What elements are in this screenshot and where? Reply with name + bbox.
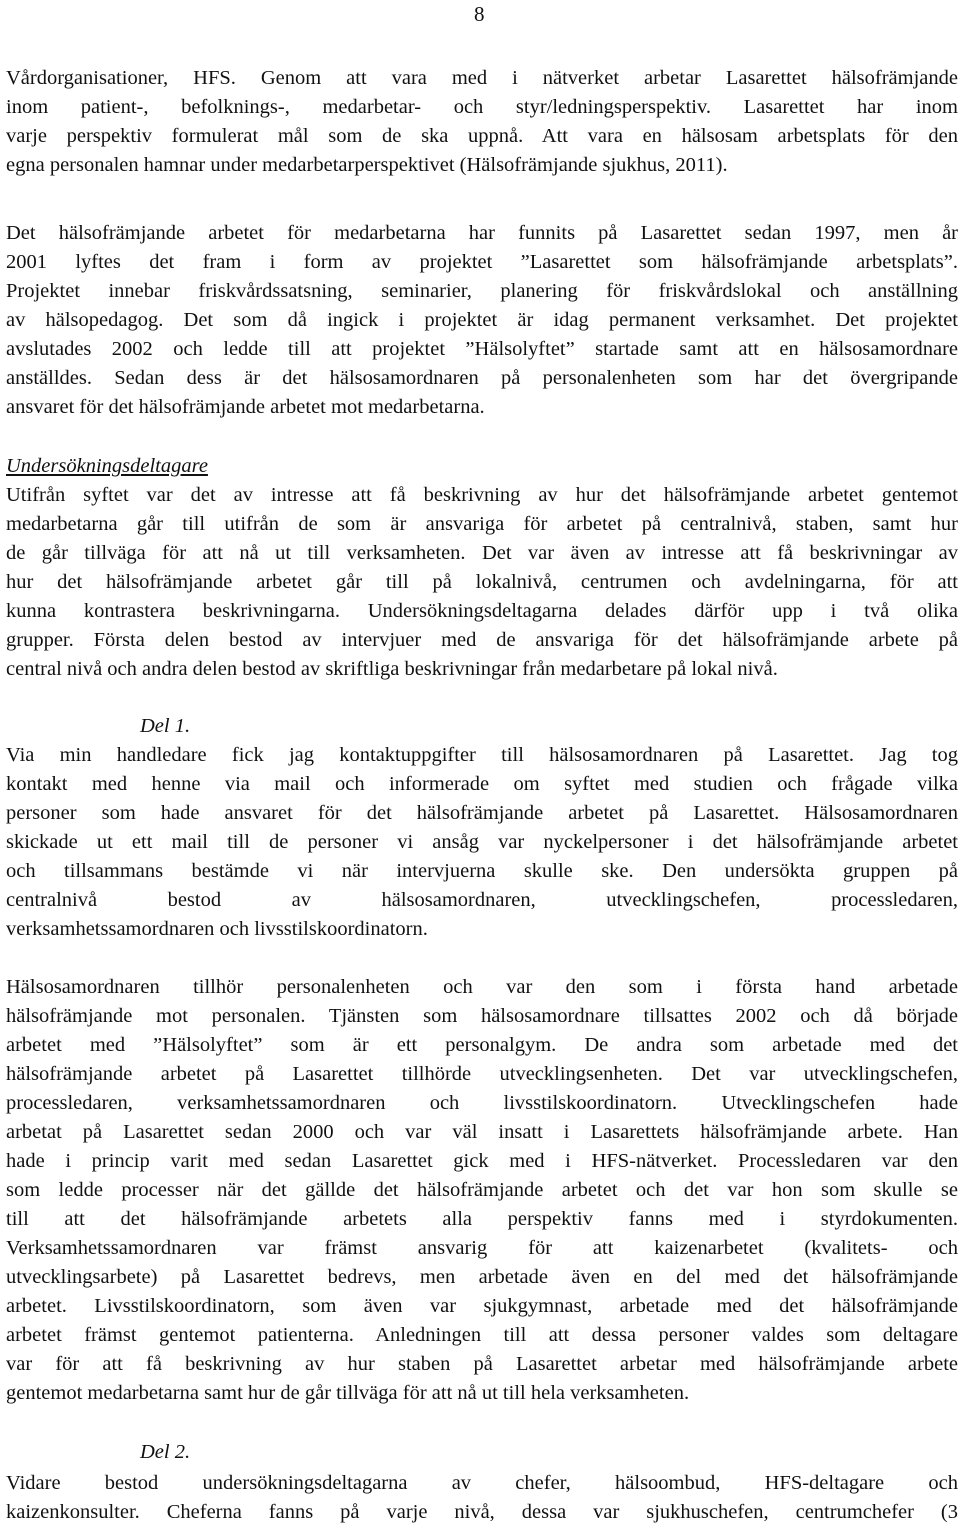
text-line: Projektet innebar friskvårdssatsning, seminarier, planering för friskvårdslokal och anställning: [6, 280, 958, 302]
text-line: Verksamhetssamordnaren var främst ansvarig för att kaizenarbetet (kvalitets- och: [6, 1237, 958, 1259]
text-line: Vidare bestod undersökningsdeltagarna av chefer, hälsoombud, HFS-deltagare och: [6, 1472, 958, 1494]
text-line: kunna kontrastera beskrivningarna. Undersökningsdeltagarna delades därför upp i två olika: [6, 600, 958, 622]
text-line: skickade ut ett mail till de personer vi ansåg var nyckelpersoner i det hälsofrämjande arbetet: [6, 831, 958, 853]
text-line: kaizenkonsulter. Cheferna fanns på varje nivå, dessa var sjukhuschefen, centrumchefer (3: [6, 1501, 958, 1523]
text-line: hur det hälsofrämjande arbetet går till på lokalnivå, centrumen och avdelningarna, för att: [6, 571, 958, 593]
text-line: av hälsopedagog. Det som då ingick i projektet är idag permanent verksamhet. Det projektet: [6, 309, 958, 331]
text-line: Hälsosamordnaren tillhör personalenheten och var den som i första hand arbetade: [6, 976, 958, 998]
paragraph-participants: [6, 481, 958, 684]
text-line: arbetat på Lasarettet sedan 2000 och var väl insatt i Lasarettets hälsofrämjande arbete. Han: [6, 1121, 958, 1143]
text-line: Vårdorganisationer, HFS. Genom att vara med i nätverket arbetar Lasarettet hälsofrämjande: [6, 67, 958, 89]
text-line: arbetet främst gentemot patienterna. Anledningen till att dessa personer valdes som deltagare: [6, 1324, 958, 1346]
text-line: kontakt med henne via mail och informerade om syftet med studien och frågade vilka: [6, 773, 958, 795]
text-line: 2001 lyftes det fram i form av projektet ”Lasarettet som hälsofrämjande arbetsplats”.: [6, 251, 958, 273]
section-heading: Undersökningsdeltagare: [6, 455, 208, 477]
subsection-heading: Del 2.: [140, 1441, 191, 1463]
text-line: varje perspektiv formulerat mål som de ska uppnå. Att vara en hälsosam arbetsplats för den: [6, 125, 958, 147]
paragraph-intro: [6, 64, 958, 180]
text-line: till att det hälsofrämjande arbetets alla perspektiv fanns med i styrdokumenten.: [6, 1208, 958, 1230]
text-line: arbetet. Livsstilskoordinatorn, som även var sjukgymnast, arbetade med det hälsofrämjande: [6, 1295, 958, 1317]
text-line: anställdes. Sedan dess är det hälsosamordnaren på personalenheten som har det övergripande: [6, 367, 958, 389]
text-line: utvecklingsarbete) på Lasarettet bedrevs, men arbetade även en del med det hälsofrämjande: [6, 1266, 958, 1288]
text-line: var för att få beskrivning av hur staben på Lasarettet arbetar med hälsofrämjande arbete: [6, 1353, 958, 1375]
text-line: central nivå och andra delen bestod av skriftliga beskrivningar från medarbetare på lokal nivå.: [6, 658, 778, 680]
text-line: Utifrån syftet var det av intresse att få beskrivning av hur det hälsofrämjande arbetet gentemot: [6, 484, 958, 506]
text-line: personer som hade ansvaret för det hälsofrämjande arbetet på Lasarettet. Hälsosamordnaren: [6, 802, 958, 824]
page-number: 8: [474, 2, 485, 26]
paragraph-roles: [6, 973, 958, 1408]
text-line: inom patient-, befolknings-, medarbetar- och styr/ledningsperspektiv. Lasarettet har inom: [6, 96, 958, 118]
text-line: avslutades 2002 och ledde till att projektet ”Hälsolyftet” startade samt att en hälsosamordnare: [6, 338, 958, 360]
text-line: som ledde processer när det gällde det hälsofrämjande arbetet och det var hon som skulle se: [6, 1179, 958, 1201]
text-line: arbetet med ”Hälsolyftet” som är ett personalgym. De andra som arbetade med det: [6, 1034, 958, 1056]
text-line: egna personalen hamnar under medarbetarperspektivet (Hälsofrämjande sjukhus, 2011).: [6, 154, 728, 176]
text-line: hälsofrämjande arbetet på Lasarettet tillhörde utvecklingsenheten. Det var utvecklingschefen,: [6, 1063, 958, 1085]
text-line: medarbetarna går till utifrån de som är ansvariga för arbetet på centralnivå, staben, samt hur: [6, 513, 958, 535]
text-line: Via min handledare fick jag kontaktuppgifter till hälsosamordnaren på Lasarettet. Jag tog: [6, 744, 958, 766]
paragraph-part-1: [6, 741, 958, 944]
text-line: hade i princip varit med sedan Lasarettet gick med i HFS-nätverket. Processledaren var den: [6, 1150, 958, 1172]
text-line: de går tillväga för att nå ut till verksamheten. Det var även av intresse att få beskrivningar av: [6, 542, 958, 564]
text-line: Det hälsofrämjande arbetet för medarbetarna har funnits på Lasarettet sedan 1997, men år: [6, 222, 958, 244]
text-line: hälsofrämjande mot personalen. Tjänsten som hälsosamordnare tillsattes 2002 och då började: [6, 1005, 958, 1027]
paragraph-history: [6, 219, 958, 422]
text-line: processledaren, verksamhetssamordnaren och livsstilskoordinatorn. Utvecklingschefen hade: [6, 1092, 958, 1114]
paragraph-part-2: [6, 1469, 958, 1527]
text-line: grupper. Första delen bestod av intervjuer med de ansvariga för det hälsofrämjande arbete på: [6, 629, 958, 651]
text-line: gentemot medarbetarna samt hur de går tillväga för att nå ut till hela verksamheten.: [6, 1382, 690, 1404]
text-line: och tillsammans bestämde vi när intervjuerna skulle ske. Den undersökta gruppen på: [6, 860, 958, 882]
subsection-heading: Del 1.: [140, 715, 191, 737]
text-line: ansvaret för det hälsofrämjande arbetet mot medarbetarna.: [6, 396, 485, 418]
text-line: centralnivå bestod av hälsosamordnaren, utvecklingschefen, processledaren,: [6, 889, 958, 911]
text-line: verksamhetssamordnaren och livsstilskoordinatorn.: [6, 918, 428, 940]
